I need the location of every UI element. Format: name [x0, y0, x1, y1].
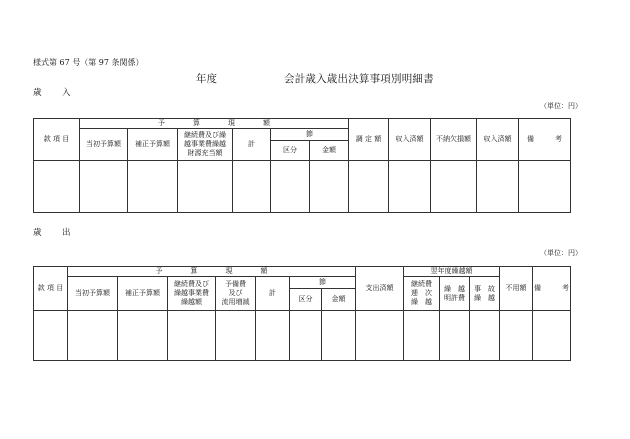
col-section: 節 [271, 129, 349, 141]
accident-line-2: 繰 越 [474, 293, 496, 302]
carryover-line-3: 繰越額 [181, 297, 202, 306]
document-title: 会計歳入歳出決算事項別明細書 [284, 73, 434, 85]
reserve-line-1: 予備費 [225, 280, 246, 289]
carryover-line-1: 継続費及び繰 [184, 131, 226, 140]
revenue-unit-label: （単位：円） [540, 102, 582, 110]
col-budget: 予 算 現 額 [68, 267, 356, 277]
carryover-line-2: 越事業費繰越 [184, 140, 226, 149]
table-row [34, 311, 571, 361]
expenditure-table [33, 266, 571, 361]
col-assessed: 調 定 額 [349, 119, 389, 161]
col-accident-carryover [470, 277, 500, 311]
col-remarks: 備 考 [533, 267, 571, 311]
col-section-amount: 金額 [310, 141, 349, 161]
col-section: 節 [290, 277, 356, 289]
reserve-line-3: 流用増減 [221, 297, 250, 306]
continuing-line-1: 継続費 [411, 280, 433, 289]
col-explicit-carryover [440, 277, 470, 311]
revenue-table [33, 118, 571, 213]
col-total: 計 [256, 277, 290, 311]
col-continuing [404, 277, 440, 311]
col-received: 収入済額 [389, 119, 431, 161]
col-initial: 当初予算額 [80, 129, 128, 161]
col-next-year: 翌年度繰越額 [404, 267, 500, 277]
col-supplementary: 補正予算額 [128, 129, 178, 161]
col-initial: 当初予算額 [68, 277, 118, 311]
reserve-line-2: 及び [228, 289, 243, 298]
col-uncollected: 収入済額 [477, 119, 519, 161]
col-carryover [178, 129, 233, 161]
carryover-line-3: 財源充当額 [187, 148, 223, 157]
col-carryover [168, 277, 216, 311]
accident-line-1: 事 故 [474, 284, 496, 293]
col-section-amount: 金額 [322, 289, 356, 311]
col-item: 款 項 目 [34, 119, 80, 161]
col-paid: 支出済額 [356, 267, 404, 311]
col-deficit: 不納欠損額 [431, 119, 477, 161]
revenue-section-label: 歳 入 [33, 88, 77, 98]
continuing-line-2: 逓 次 [411, 289, 433, 298]
explicit-line-2: 明許費 [444, 293, 466, 302]
expenditure-section-label: 歳 出 [33, 228, 77, 238]
carryover-line-2: 繰越事業費 [174, 289, 209, 298]
col-remarks: 備 考 [519, 119, 571, 161]
continuing-line-3: 繰 越 [411, 297, 433, 306]
col-section-div: 区分 [271, 141, 310, 161]
carryover-line-1: 継続費及び [174, 280, 209, 289]
explicit-line-1: 繰 越 [444, 284, 466, 293]
col-budget: 予 算 現 額 [80, 119, 349, 129]
fiscal-year-label: 年度 [196, 73, 217, 85]
expenditure-unit-label: （単位：円） [540, 249, 582, 257]
table-row [34, 161, 571, 213]
form-number: 様式第 67 号（第 97 条関係） [33, 58, 144, 67]
col-section-div: 区分 [290, 289, 322, 311]
col-total: 計 [233, 129, 271, 161]
col-unused: 不用額 [500, 267, 533, 311]
col-item: 款 項 目 [34, 267, 68, 311]
col-supplementary: 補正予算額 [118, 277, 168, 311]
col-reserve [216, 277, 256, 311]
